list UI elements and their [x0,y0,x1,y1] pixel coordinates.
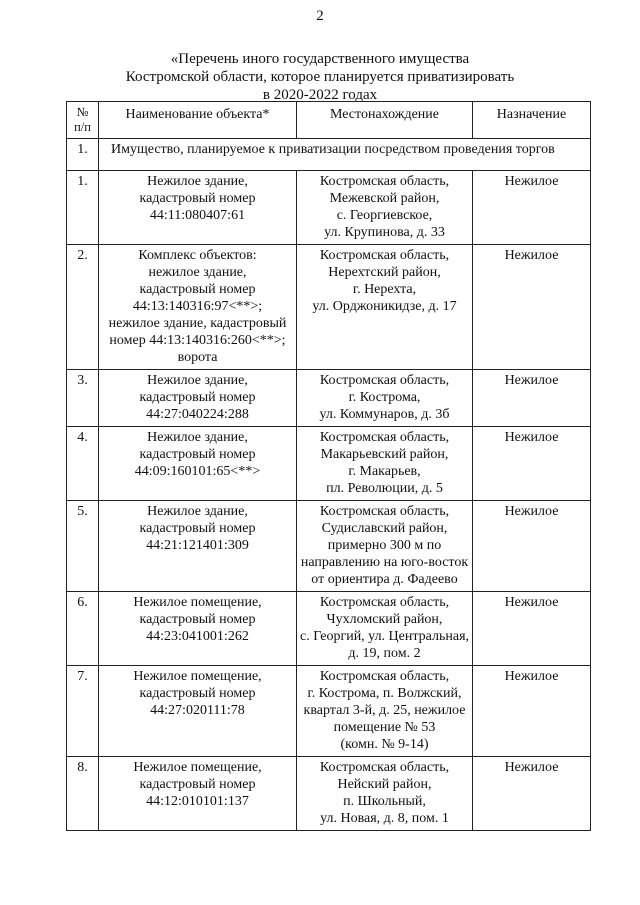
object-location [297,370,473,427]
header-name: Наименование объекта* [99,102,297,139]
object-location [297,245,473,370]
property-table [66,101,591,831]
object-purpose: Нежилое [473,245,591,370]
object-name-line: ворота [177,350,218,365]
object-name-line: 44:13:140316:97<**>; [132,299,263,314]
object-location-line: г. Макарьев, [348,464,421,479]
object-location-line: ул. Орджоникидзе, д. 17 [312,299,457,314]
object-purpose: Нежилое [473,370,591,427]
object-name-line: 44:27:020111:78 [150,703,245,718]
table-row [67,427,591,501]
header-num-line: № [76,105,89,119]
header-num-line: п/п [74,120,91,134]
object-name-line: 44:11:080407:61 [149,208,246,223]
object-name-line: 44:21:121401:309 [146,538,249,553]
object-name-line: нежилое здание, [148,265,247,280]
row-number: 1. [67,171,99,245]
object-name-line: 44:12:010101:137 [146,794,249,809]
row-number: 3. [67,370,99,427]
object-location-line: д. 19, пом. 2 [348,646,421,661]
object-location-line: помещение № 53 [333,720,436,735]
table-row [67,592,591,666]
object-name-line: кадастровый номер [139,282,256,297]
object-purpose: Нежилое [473,501,591,592]
object-location-line: Костромская область, [319,248,450,263]
object-name-line: кадастровый номер [139,521,256,536]
object-location-line: пл. Революции, д. 5 [326,481,443,496]
row-number: 8. [67,757,99,831]
object-name-line: кадастровый номер [139,390,256,405]
object-name-line: кадастровый номер [139,447,256,462]
object-location-line: квартал 3-й, д. 25, нежилое [303,703,466,718]
object-location-line: от ориентира д. Фадеево [311,572,458,587]
object-name-line: Нежилое здание, [147,373,248,388]
object-name [99,171,297,245]
table-row [67,666,591,757]
object-location-line: Костромская область, [319,595,450,610]
object-location-line: Костромская область, [319,174,450,189]
object-purpose: Нежилое [473,666,591,757]
header-purpose: Назначение [473,102,591,139]
object-name-line: Нежилое здание, [147,504,248,519]
object-location-line: направлению на юго-восток [300,555,469,570]
object-location [297,171,473,245]
row-number: 7. [67,666,99,757]
object-location-line: г. Кострома, [348,390,421,405]
object-name-line: кадастровый номер [139,191,256,206]
object-name-line: Нежилое помещение, [133,669,262,684]
object-location [297,427,473,501]
object-location-line: ул. Новая, д. 8, пом. 1 [320,811,449,826]
section-num: 1. [67,139,99,171]
object-location-line: ул. Крупинова, д. 33 [324,225,445,240]
row-number: 6. [67,592,99,666]
object-purpose: Нежилое [473,757,591,831]
object-location [297,592,473,666]
object-location-line: Костромская область, [319,504,450,519]
table-row [67,757,591,831]
object-name [99,592,297,666]
object-location-line: Костромская область, [319,373,450,388]
object-location-line: Чухломский район, [326,612,443,627]
object-location [297,757,473,831]
object-name-line: Нежилое здание, [147,174,248,189]
row-number: 5. [67,501,99,592]
table-row [67,501,591,592]
row-number: 2. [67,245,99,370]
object-name-line: 44:09:160101:65<**> [134,464,261,479]
object-name-line: нежилое здание, кадастровый [108,316,287,331]
object-name-line: Нежилое здание, [147,430,248,445]
object-location-line: Межевской район, [329,191,440,206]
object-name-line: Комплекс объектов: [138,248,257,263]
object-location-line: с. Георгий, ул. Центральная, [300,629,470,644]
object-name [99,427,297,501]
object-location-line: Костромская область, [319,430,450,445]
object-location-line: Макарьевский район, [320,447,449,462]
object-name-line: Нежилое помещение, [133,760,262,775]
title-line: Костромской области, которое планируется приватизировать [125,69,515,85]
object-location-line: п. Школьный, [343,794,426,809]
header-num [67,102,99,139]
object-name [99,501,297,592]
object-name-line: кадастровый номер [139,612,256,627]
object-name-line: кадастровый номер [139,777,256,792]
object-location-line: г. Нерехта, [352,282,417,297]
object-purpose: Нежилое [473,171,591,245]
object-name-line: 44:23:041001:262 [146,629,249,644]
object-location-line: г. Кострома, п. Волжский, [307,686,462,701]
table-row [67,171,591,245]
object-location [297,501,473,592]
object-location-line: Нерехтский район, [328,265,441,280]
object-location-line: Нейский район, [337,777,432,792]
section-title: Имущество, планируемое к приватизации посредством проведения торгов [99,139,591,171]
object-location-line: примерно 300 м по [327,538,442,553]
object-location-line: Костромская область, [319,669,450,684]
header-location: Местонахождение [297,102,473,139]
object-name-line: Нежилое помещение, [133,595,262,610]
object-name-line: кадастровый номер [139,686,256,701]
object-location-line: ул. Коммунаров, д. 3б [319,407,450,422]
object-name [99,245,297,370]
section-row [67,139,591,171]
table-row [67,370,591,427]
document-title [0,50,640,104]
object-name [99,370,297,427]
table-header-row [67,102,591,139]
object-name-line: номер 44:13:140316:260<**>; [109,333,286,348]
object-location [297,666,473,757]
table-row [67,245,591,370]
title-line: в 2020-2022 годах [262,87,378,103]
object-location-line: Судиславский район, [321,521,448,536]
object-name [99,757,297,831]
title-line: «Перечень иного государственного имущества [170,51,470,67]
object-purpose: Нежилое [473,592,591,666]
object-name-line: 44:27:040224:288 [146,407,249,422]
object-purpose: Нежилое [473,427,591,501]
row-number: 4. [67,427,99,501]
page-number: 2 [316,8,324,24]
object-location-line: Костромская область, [319,760,450,775]
object-name [99,666,297,757]
object-location-line: с. Георгиевское, [336,208,433,223]
object-location-line: (комн. № 9-14) [340,737,429,752]
